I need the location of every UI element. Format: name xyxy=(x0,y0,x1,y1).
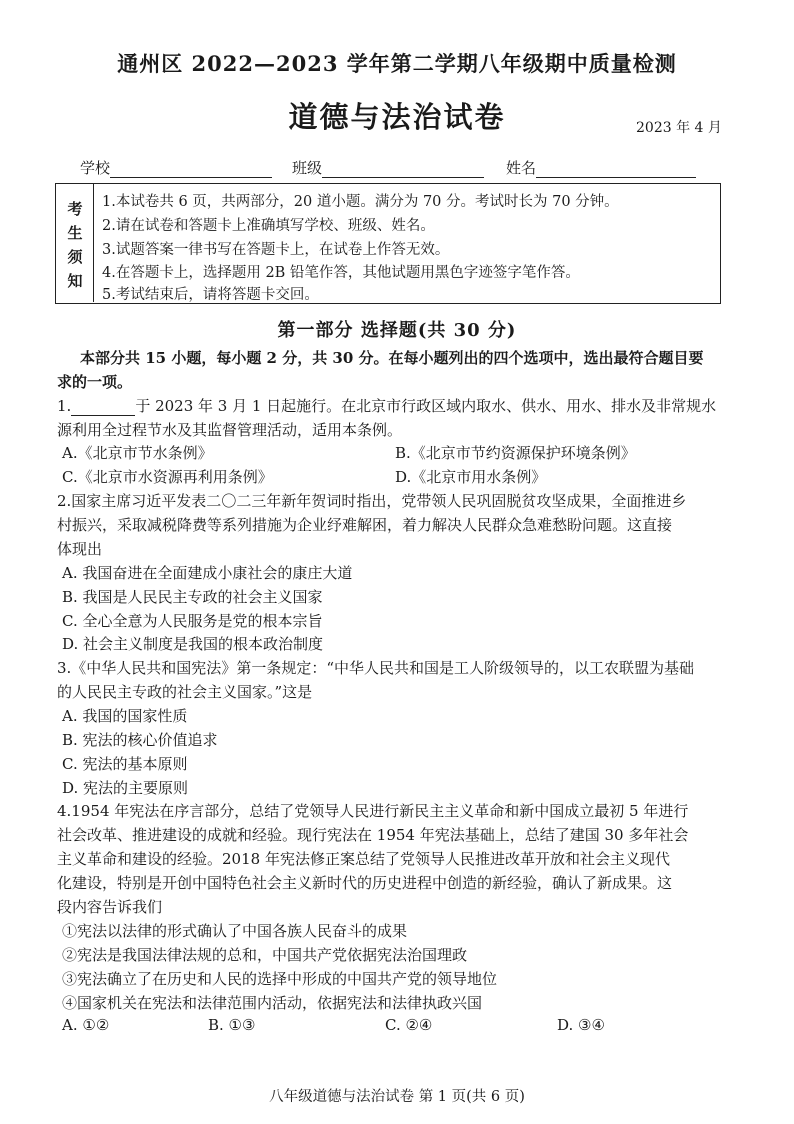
q3-option-a: A. 我国的国家性质 xyxy=(62,707,188,725)
notice-item: 3.试题答案一律书写在答题卡上，在试卷上作答无效。 xyxy=(102,242,450,258)
name-blank xyxy=(536,163,696,178)
q4-statement: ④国家机关在宪法和法律范围内活动，依据宪法和法律执政兴国 xyxy=(62,994,483,1012)
subject-title: 道德与法治试卷 xyxy=(288,100,506,134)
question-number: 1. xyxy=(57,397,72,415)
notice-label-char: 生 xyxy=(67,224,83,242)
notice-item: 1.本试卷共 6 页，共两部分，20 道小题。满分为 70 分。考试时长为 70 分钟。 xyxy=(102,194,619,210)
question-text: 于 2023 年 3 月 1 日起施行。在北京市行政区域内取水、供水、用水、排水及非常规水 xyxy=(135,397,717,415)
class-label: 班级 xyxy=(292,159,323,177)
question-1-line: 源利用全过程节水及其监督管理活动，适用本条例。 xyxy=(57,421,403,439)
q2-option-b: B. 我国是人民民主专政的社会主义国家 xyxy=(62,588,323,606)
notice-item: 5.考试结束后，请将答题卡交回。 xyxy=(102,287,319,303)
question-2-line: 村振兴，采取减税降费等系列措施为企业纾难解困，着力解决人民群众急难愁盼问题。这直接 xyxy=(57,516,673,534)
q4-statement: ③宪法确立了在历史和人民的选择中形成的中国共产党的领导地位 xyxy=(62,970,498,988)
q4-option-d: D. ③④ xyxy=(557,1016,605,1034)
class-blank xyxy=(322,163,484,178)
question-4-line: 社会改革、推进建设的成就和经验。现行宪法在 1954 年宪法基础上，总结了建国 30 多年社会 xyxy=(57,826,689,844)
question-3-line: 3.《中华人民共和国宪法》第一条规定：“中华人民共和国是工人阶级领导的，以工农联盟为基础 xyxy=(57,659,694,677)
page-footer: 八年级道德与法治试卷 第 1 页(共 6 页) xyxy=(269,1089,525,1105)
name-field xyxy=(506,157,696,178)
q4-option-c: C. ②④ xyxy=(385,1016,433,1034)
notice-item: 4.在答题卡上，选择题用 2B 铅笔作答，其他试题用黑色字迹签字笔作答。 xyxy=(102,265,580,281)
exam-notice-box xyxy=(55,183,721,304)
notice-label xyxy=(56,184,94,302)
exam-header-title: 通州区 2022—2023 学年第二学期八年级期中质量检测 xyxy=(117,51,677,76)
notice-label-char: 知 xyxy=(67,272,83,290)
section-title: 第一部分 选择题(共 30 分) xyxy=(277,320,517,341)
notice-label-char: 考 xyxy=(67,200,83,218)
class-field xyxy=(292,157,484,178)
q3-option-c: C. 宪法的基本原则 xyxy=(62,755,188,773)
q1-option-a: A.《北京市节水条例》 xyxy=(62,444,213,462)
question-4-line: 段内容告诉我们 xyxy=(57,898,163,916)
q1-option-b: B.《北京市节约资源保护环境条例》 xyxy=(395,444,636,462)
q4-statement: ②宪法是我国法律法规的总和，中国共产党依据宪法治国理政 xyxy=(62,946,468,964)
school-blank xyxy=(110,163,272,178)
question-4-line: 主义革命和建设的经验。2018 年宪法修正案总结了党领导人民推进改革开放和社会主义现代 xyxy=(57,850,670,868)
section-intro-line: 求的一项。 xyxy=(57,373,133,391)
question-4-line: 化建设，特别是开创中国特色社会主义新时代的历史进程中创造的新经验，确认了新成果。这 xyxy=(57,874,673,892)
question-3-line: 的人民民主专政的社会主义国家。”这是 xyxy=(57,683,313,701)
q3-option-b: B. 宪法的核心价值追求 xyxy=(62,731,218,749)
section-intro-line: 本部分共 15 小题，每小题 2 分，共 30 分。在每小题列出的四个选项中，选出最符合题目要 xyxy=(80,349,704,367)
notice-label-char: 须 xyxy=(67,248,83,266)
notice-item: 2.请在试卷和答题卡上准确填写学校、班级、姓名。 xyxy=(102,218,435,234)
name-label: 姓名 xyxy=(506,159,537,177)
q2-option-d: D. 社会主义制度是我国的根本政治制度 xyxy=(62,635,324,653)
exam-date: 2023 年 4 月 xyxy=(636,120,722,136)
q2-option-c: C. 全心全意为人民服务是党的根本宗旨 xyxy=(62,612,323,630)
question-1-stem xyxy=(57,395,716,416)
school-label: 学校 xyxy=(80,159,111,177)
q4-option-a: A. ①② xyxy=(62,1016,110,1034)
school-field xyxy=(80,157,272,178)
q3-option-d: D. 宪法的主要原则 xyxy=(62,779,189,797)
question-2-line: 2.国家主席习近平发表二〇二三年新年贺词时指出，党带领人民巩固脱贫攻坚成果，全面推进乡 xyxy=(57,492,687,510)
answer-blank xyxy=(71,401,135,416)
question-2-line: 体现出 xyxy=(57,540,103,558)
q4-option-b: B. ①③ xyxy=(208,1016,256,1034)
q1-option-d: D.《北京市用水条例》 xyxy=(395,468,547,486)
q2-option-a: A. 我国奋进在全面建成小康社会的康庄大道 xyxy=(62,564,353,582)
q4-statement: ①宪法以法律的形式确认了中国各族人民奋斗的成果 xyxy=(62,922,408,940)
q1-option-c: C.《北京市水资源再利用条例》 xyxy=(62,468,273,486)
question-4-line: 4.1954 年宪法在序言部分，总结了党领导人民进行新民主主义革命和新中国成立最初 5 年进行 xyxy=(57,802,689,820)
